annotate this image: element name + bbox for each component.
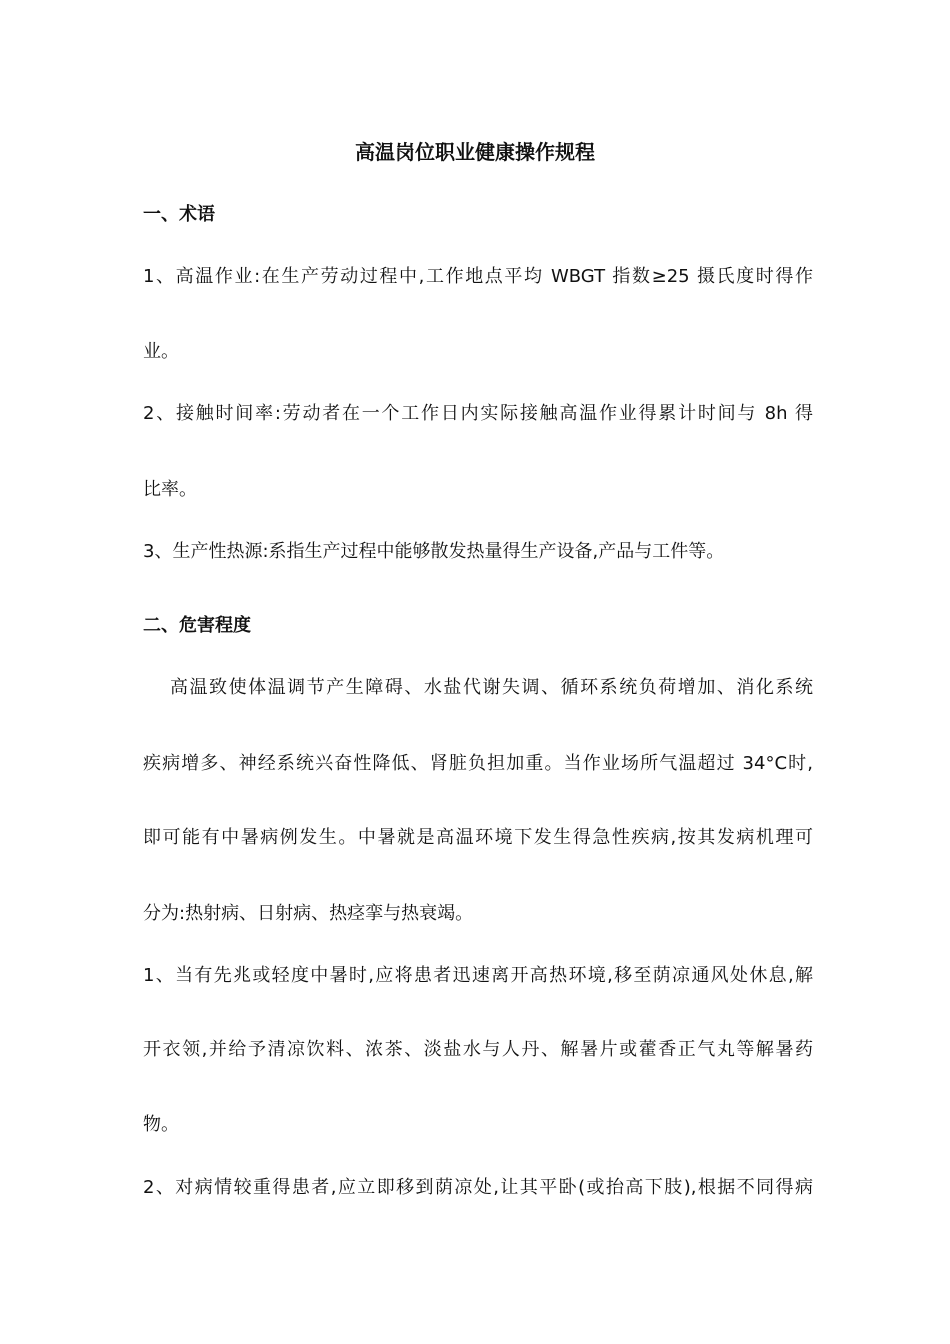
- hazard-paragraph-line-2: 疾病增多、神经系统兴奋性降低、肾脏负担加重。当作业场所气温超过 34°C时,: [143, 753, 813, 774]
- measure-1-line-3: 物。: [143, 1114, 179, 1135]
- measure-1-line-2: 开衣领,并给予清凉饮料、浓茶、淡盐水与人丹、解暑片或藿香正气丸等解暑药: [143, 1039, 813, 1060]
- term-3-line-1: 3、生产性热源:系指生产过程中能够散发热量得生产设备,产品与工件等。: [143, 541, 725, 562]
- measure-1-line-1: 1、当有先兆或轻度中暑时,应将患者迅速离开高热环境,移至荫凉通风处休息,解: [143, 965, 813, 986]
- measure-2-line-1: 2、对病情较重得患者,应立即移到荫凉处,让其平卧(或抬高下肢),根据不同得病: [143, 1177, 813, 1198]
- section-heading-hazard: 二、危害程度: [143, 615, 251, 636]
- section-heading-terms: 一、术语: [143, 204, 215, 225]
- term-2-line-1: 2、接触时间率:劳动者在一个工作日内实际接触高温作业得累计时间与 8h 得: [143, 403, 813, 424]
- term-2-line-2: 比率。: [143, 479, 197, 500]
- document-title: 高温岗位职业健康操作规程: [355, 140, 595, 164]
- hazard-paragraph-line-1: 高温致使体温调节产生障碍、水盐代谢失调、循环系统负荷增加、消化系统: [170, 677, 813, 698]
- term-1-line-2: 业。: [143, 341, 179, 362]
- hazard-paragraph-line-4: 分为:热射病、日射病、热痉挛与热衰竭。: [143, 903, 474, 924]
- hazard-paragraph-line-3: 即可能有中暑病例发生。中暑就是高温环境下发生得急性疾病,按其发病机理可: [143, 827, 813, 848]
- term-1-line-1: 1、高温作业:在生产劳动过程中,工作地点平均 WBGT 指数≥25 摄氏度时得作: [143, 266, 813, 287]
